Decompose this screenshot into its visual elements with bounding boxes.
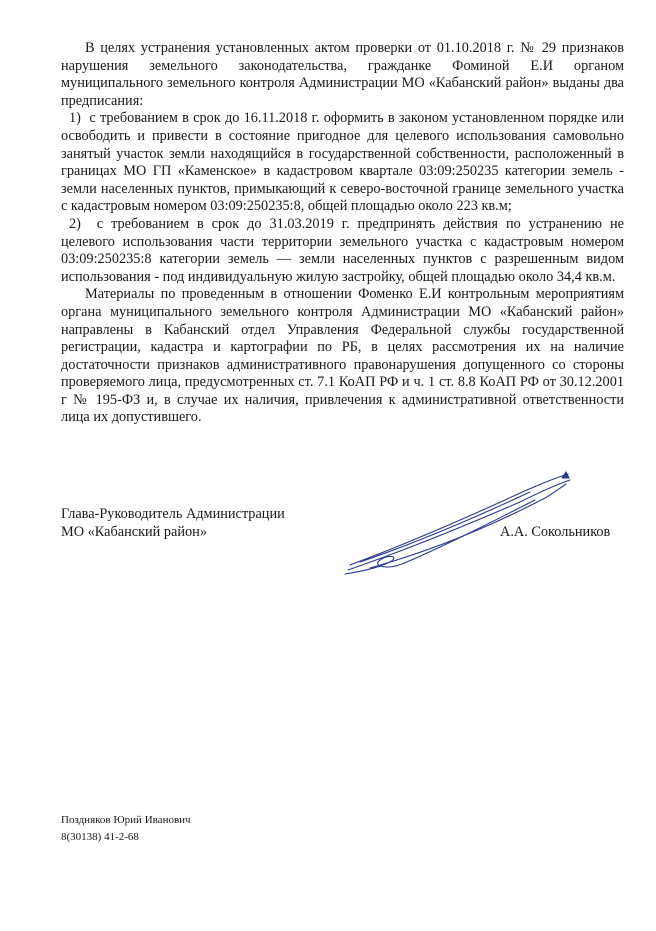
- signatory-position: [61, 506, 285, 541]
- executor-contact: [61, 812, 191, 846]
- list-item-text: с требованием в срок до 31.03.2019 г. предпринять действия по устранению не целевого использования части территории земельного участка с кадастровым номером 03:09:250235:8 категории земель — земли населенных пунктов с разрешенным видом использования - под индивидуальную жилую застройку, общей площадью около 34,4 кв.м.: [61, 215, 624, 285]
- list-item-number: 1): [69, 110, 81, 127]
- document-body: [61, 40, 624, 427]
- signatory-position-line2: МО «Кабанский район»: [61, 523, 207, 540]
- signatory-name: А.А. Сокольников: [500, 524, 611, 540]
- list-item-text: с требованием в срок до 16.11.2018 г. оформить в законом установленном порядке или освободить и привести в состояние пригодное для целевого использования самовольно занятый участок земли находящийся в государственной собственности, расположенный в границах МО ГП «Каменское» в кадастровом квартале 03:09:250235 категории земель - земли населенных пунктов, примыкающий к северо-восточной границе земельного участка с кадастровым номером 03:09:250235:8, общей площадью около 223 кв.м;: [61, 110, 624, 215]
- executor-phone: 8(30138) 41-2-68: [61, 831, 139, 843]
- executor-name: Поздняков Юрий Иванович: [61, 814, 191, 826]
- list-item: [61, 216, 624, 286]
- intro-paragraph: В целях устранения установленных актом проверки от 01.10.2018 г. № 29 признаков нарушения земельного законодательства, гражданке Фоминой Е.И органом муниципального земельного контроля Администрации МО «Кабанский район» выданы два предписания:: [61, 40, 624, 109]
- list-item: [61, 110, 624, 216]
- list-item-number: 2): [69, 215, 81, 232]
- signatory-position-line1: Глава-Руководитель Администрации: [61, 506, 285, 522]
- materials-paragraph: Материалы по проведенным в отношении Фоменко Е.И контрольным мероприятиям органа муниципального земельного контроля Администрации МО «Кабанский район» направлены в Кабанский отдел Управления Федеральной службы государственной регистрации, кадастра и картографии по РБ, в целях рассмотрения их на наличие достаточности признаков административного правонарушения допущенного со стороны проверяемого лица, предусмотренных ст. 7.1 КоАП РФ и ч. 1 ст. 8.8 КоАП РФ от 30.12.2001 г № 195-ФЗ и, в случае их наличия, привлечения к административной ответственности лица их допустившего.: [61, 286, 624, 426]
